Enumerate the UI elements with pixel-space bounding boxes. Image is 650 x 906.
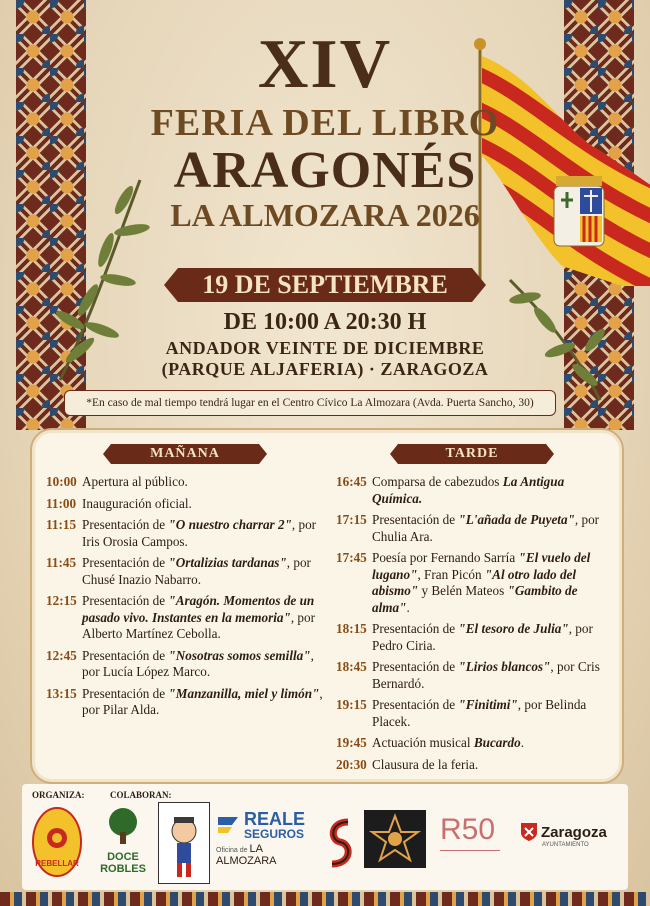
- schedule-text: , por Chulia Ara.: [372, 512, 600, 544]
- comparsa-cabezudos-logo: [158, 802, 210, 884]
- book-title: "El vuelo del lugano": [372, 550, 591, 582]
- event-location: [130, 338, 520, 380]
- schedule-text: y Belén Mateos: [418, 583, 508, 598]
- schedule-item: [46, 555, 324, 588]
- date-banner: 19 DE SEPTIEMBRE: [178, 268, 472, 302]
- reale-text: REALE: [244, 809, 306, 829]
- schedule-description: [82, 686, 324, 719]
- schedule-text: Presentación de: [82, 517, 169, 532]
- book-title: "Ortalizias tardanas": [168, 555, 287, 570]
- reale-seguros-logo: [216, 810, 316, 870]
- colaboran-label: COLABORAN:: [110, 790, 172, 800]
- afternoon-list: [336, 474, 608, 773]
- schedule-item: [336, 757, 608, 774]
- schedule-description: [372, 757, 478, 774]
- schedule-description: [82, 555, 324, 588]
- rebellar-logo-text: REBELLAR: [35, 859, 79, 868]
- schedule-text: Inauguración oficial.: [82, 495, 192, 511]
- afternoon-column: [336, 444, 608, 778]
- zaragoza-shield-icon: [520, 822, 538, 842]
- schedule-text: , por Cris Bernardó.: [372, 659, 600, 691]
- schedule-text: , por Alberto Martínez Cebolla.: [82, 609, 315, 641]
- schedule-item: [336, 621, 608, 654]
- schedule-description: [372, 735, 524, 752]
- doce-robles-text-1: DOCE: [107, 851, 139, 863]
- reale-icon: [216, 813, 240, 837]
- schedule-text: Presentación de: [82, 555, 169, 570]
- rebellar-logo: [32, 806, 82, 878]
- schedule-text: Presentación de: [82, 685, 169, 701]
- schedule-text: Poesía por Fernando Sarría: [372, 550, 519, 565]
- doce-robles-logo: [100, 806, 146, 878]
- schedule-item: [46, 648, 324, 681]
- schedule-time: 11:45: [46, 555, 77, 570]
- schedule-description: [372, 659, 608, 692]
- reale-office-text: LA ALMOZARA: [216, 843, 277, 867]
- location-line-1: ANDADOR VEINTE DE DICIEMBRE: [165, 338, 485, 358]
- schedule-time: 13:15: [46, 685, 77, 701]
- book-title: La Antigua Química.: [372, 474, 565, 506]
- r50-text: R50: [440, 813, 496, 846]
- schedule-text: Presentación de: [372, 697, 459, 712]
- schedule-description: [82, 648, 324, 681]
- schedule-description: [82, 496, 192, 513]
- schedule-time: 10:00: [46, 474, 77, 489]
- book-title: "Finitimi": [458, 697, 518, 712]
- schedule-description: [372, 512, 608, 545]
- schedule-time: 16:45: [336, 474, 367, 489]
- schedule-description: [372, 697, 608, 730]
- morning-heading: MAÑANA: [111, 444, 259, 464]
- schedule-description: [372, 474, 608, 507]
- seguros-text: SEGUROS: [244, 827, 305, 841]
- schedule-text: , Fran Picón: [417, 566, 485, 582]
- schedule-description: [372, 550, 608, 616]
- program-panel: [30, 428, 624, 784]
- schedule-text: Presentación de: [82, 647, 169, 663]
- schedule-text: , por Iris Orosia Campos.: [82, 517, 317, 549]
- schedule-text: Clausura de la feria.: [372, 756, 479, 772]
- doce-robles-text-2: ROBLES: [100, 863, 146, 875]
- title-line-1: FERIA DEL LIBRO: [150, 102, 500, 144]
- book-title: "El tesoro de Julia": [458, 621, 569, 636]
- schedule-text: , por Pilar Alda.: [82, 685, 323, 717]
- reale-small-text: Oficina de: [216, 847, 248, 854]
- schedule-time: 18:45: [336, 659, 367, 674]
- schedule-time: 12:45: [46, 647, 77, 663]
- schedule-item: [46, 474, 324, 491]
- schedule-text: , por Chusé Inazio Nabarro.: [82, 555, 311, 587]
- schedule-time: 17:15: [336, 512, 367, 527]
- location-line-2: (PARQUE ALJAFERIA) · ZARAGOZA: [161, 359, 489, 379]
- schedule-text: Actuación musical: [372, 735, 474, 750]
- schedule-item: [336, 697, 608, 730]
- book-title: Bucardo: [473, 735, 521, 750]
- schedule-time: 11:00: [46, 495, 77, 511]
- weather-note: *En caso de mal tiempo tendrá lugar en el Centro Cívico La Almozara (Avda. Puerta Sancho, 30): [64, 390, 556, 416]
- schedule-description: [82, 517, 324, 550]
- book-title: "Lirios blancos": [458, 659, 551, 674]
- book-title: "Manzanilla, miel y limón": [168, 685, 320, 701]
- book-title: "L'añada de Puyeta": [458, 512, 575, 527]
- schedule-time: 18:15: [336, 621, 367, 636]
- title-line-3: LA ALMOZARA 2026: [170, 197, 480, 234]
- r50-logo: [440, 814, 510, 864]
- bottom-mosaic-strip: [0, 892, 650, 906]
- schedule-time: 11:15: [46, 517, 77, 532]
- afternoon-heading: TARDE: [398, 444, 546, 464]
- event-hours: DE 10:00 A 20:30 H: [223, 309, 427, 335]
- schedule-time: 12:15: [46, 593, 77, 608]
- schedule-text: .: [520, 735, 525, 750]
- edition-number: XIV: [257, 26, 393, 103]
- bucardo-logo: [364, 810, 426, 868]
- sponsors-footer: [22, 784, 628, 890]
- schedule-description: [372, 621, 608, 654]
- schedule-item: [336, 735, 608, 752]
- book-title: "Aragón. Momentos de un pasado vivo. Instantes en la memoria": [82, 593, 315, 625]
- morning-column: [46, 444, 324, 724]
- schedule-description: [82, 474, 188, 491]
- schedule-text: Apertura al público.: [82, 474, 188, 489]
- schedule-time: 20:30: [336, 756, 367, 772]
- schedule-text: Comparsa de cabezudos: [372, 474, 503, 489]
- zaragoza-text: Zaragoza: [541, 823, 607, 841]
- schedule-item: [336, 659, 608, 692]
- schedule-item: [336, 474, 608, 507]
- schedule-item: [46, 517, 324, 550]
- morning-list: [46, 474, 324, 719]
- title-block: [130, 26, 520, 234]
- editorial-logo: [322, 812, 358, 872]
- zaragoza-small-text: AYUNTAMIENTO: [542, 842, 589, 848]
- schedule-item: [336, 550, 608, 616]
- schedule-text: , por Pedro Ciria.: [372, 621, 593, 653]
- schedule-text: Presentación de: [372, 512, 459, 527]
- schedule-description: [82, 593, 324, 643]
- organiza-label: ORGANIZA:: [32, 790, 85, 800]
- schedule-time: 19:15: [336, 697, 367, 712]
- coat-of-arms-icon: [554, 176, 604, 246]
- schedule-text: Presentación de: [372, 621, 459, 636]
- schedule-text: Presentación de: [372, 659, 459, 674]
- schedule-item: [46, 686, 324, 719]
- book-title: "O nuestro charrar 2": [168, 517, 292, 532]
- book-title: "Nosotras somos semilla": [168, 647, 311, 663]
- title-line-2: ARAGONÉS: [173, 141, 477, 199]
- schedule-item: [46, 593, 324, 643]
- schedule-text: , por Belinda Placek.: [372, 697, 587, 729]
- schedule-text: , por Lucía López Marco.: [82, 647, 314, 679]
- schedule-text: .: [406, 599, 410, 615]
- schedule-item: [336, 512, 608, 545]
- schedule-item: [46, 496, 324, 513]
- schedule-text: Presentación de: [82, 593, 169, 608]
- book-title: "Gambito de alma": [372, 583, 578, 615]
- book-title: "Al otro lado del abismo": [372, 566, 577, 598]
- schedule-time: 17:45: [336, 550, 367, 565]
- zaragoza-logo: [520, 822, 620, 862]
- schedule-time: 19:45: [336, 735, 367, 750]
